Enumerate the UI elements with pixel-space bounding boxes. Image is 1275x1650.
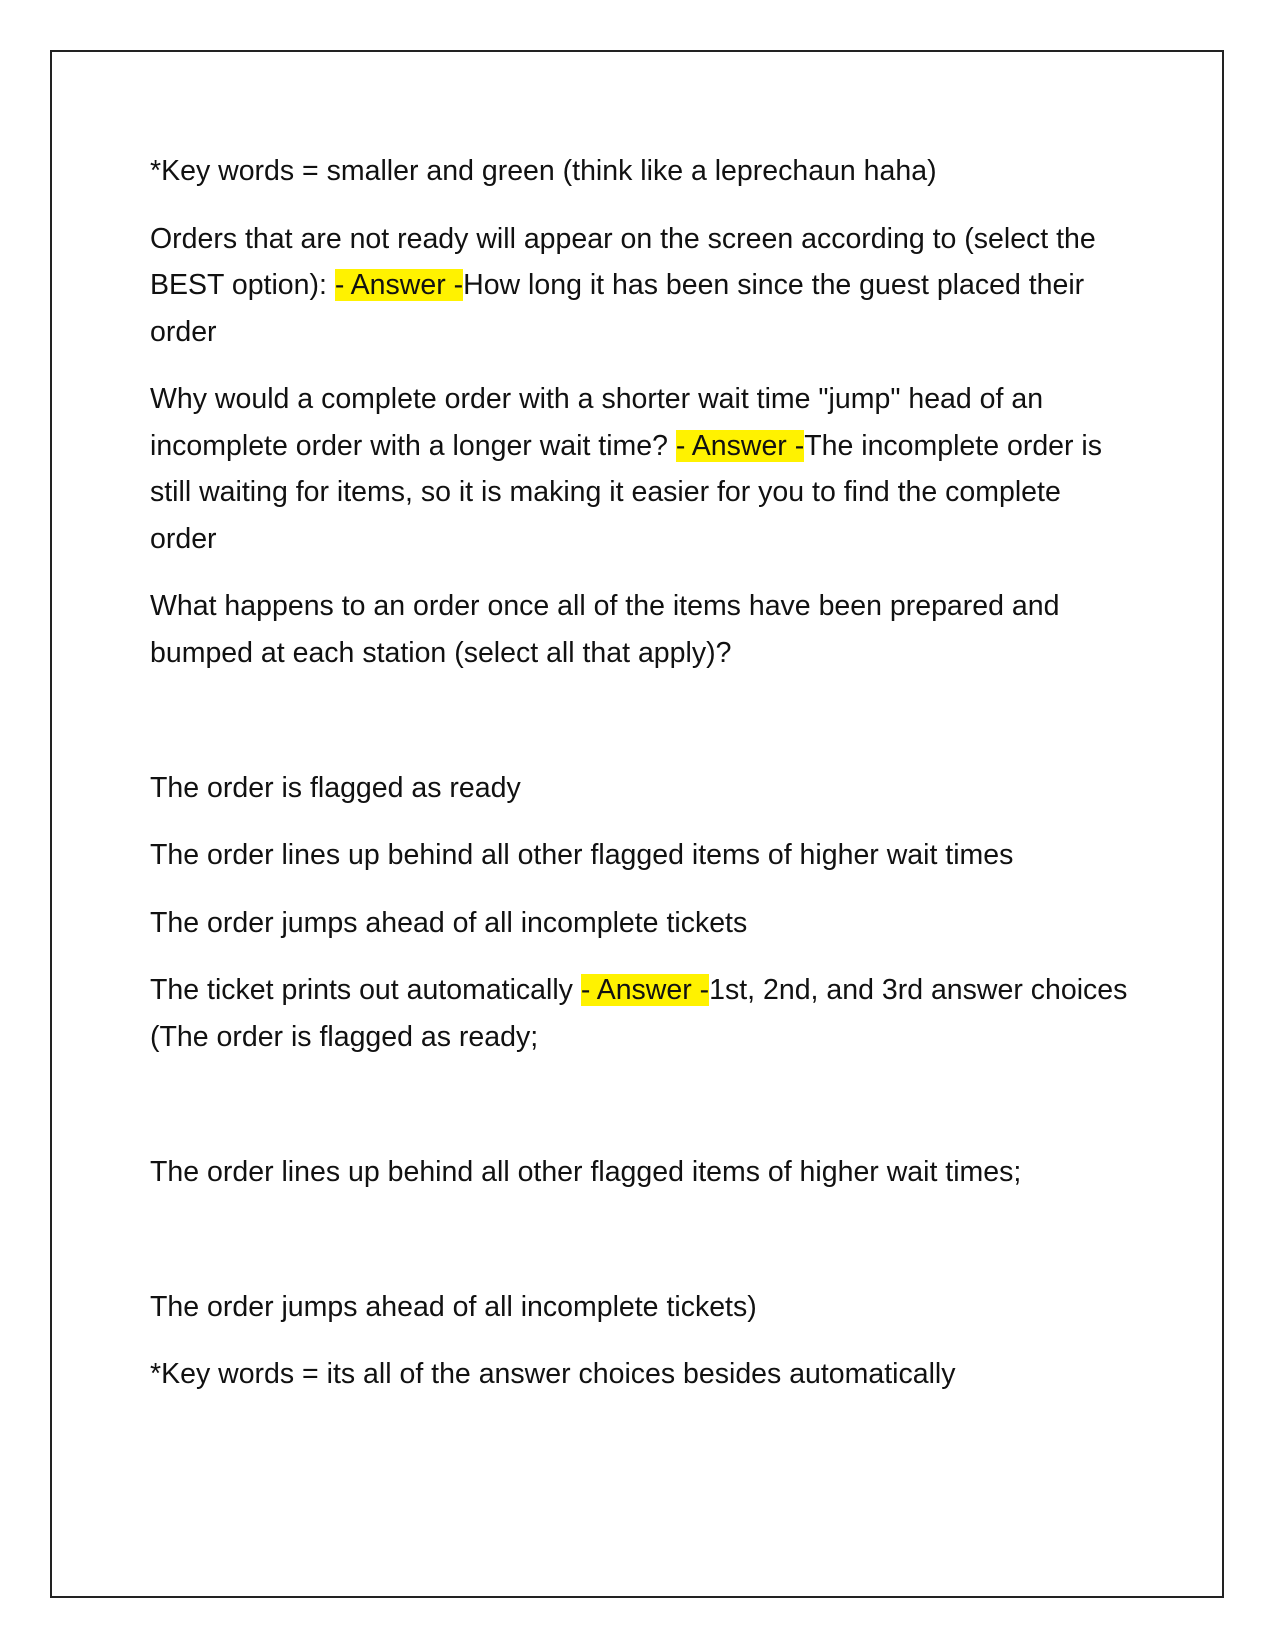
option-2: The order lines up behind all other flagged items of higher wait times bbox=[150, 839, 1014, 871]
option-4: The ticket prints out automatically bbox=[150, 974, 581, 1006]
blank-line bbox=[150, 697, 1130, 744]
document-body bbox=[150, 148, 1130, 1419]
question-3-answer-part-3: The order jumps ahead of all incomplete tickets) bbox=[150, 1290, 757, 1323]
question-1-answer: How long it has been since the guest placed their order bbox=[150, 269, 1085, 348]
answer-marker-highlight: - Answer - bbox=[580, 974, 710, 1006]
key-words-note: *Key words = smaller and green (think like a leprechaun haha) bbox=[150, 155, 937, 187]
question-3-answer-part-1: 1st, 2nd, and 3rd answer choices (The order is flagged as ready; bbox=[150, 974, 1128, 1053]
question-1-text: Orders that are not ready will appear on the screen according to (select the BEST option): bbox=[150, 222, 1096, 301]
answer-marker-highlight: - Answer - bbox=[675, 429, 805, 462]
question-2 bbox=[150, 376, 1130, 562]
blank-line bbox=[150, 1216, 1130, 1263]
option-3: The order jumps ahead of all incomplete tickets bbox=[150, 906, 748, 939]
blank-line bbox=[150, 1081, 1130, 1128]
question-2-answer: The incomplete order is still waiting for items, so it is making it easier for you to find the complete order bbox=[150, 429, 1103, 555]
option-4-with-answer bbox=[150, 967, 1130, 1060]
question-3-answer-part-2: The order lines up behind all other flagged items of higher wait times; bbox=[150, 1155, 1022, 1188]
key-words-summary: *Key words = its all of the answer choices besides automatically bbox=[150, 1358, 956, 1390]
question-1 bbox=[150, 216, 1130, 356]
question-2-text: Why would a complete order with a shorter wait time "jump" head of an incomplete order with a longer wait time? bbox=[150, 383, 1044, 462]
answer-marker-highlight: - Answer - bbox=[334, 269, 464, 301]
question-3: What happens to an order once all of the items have been prepared and bumped at each station (select all that apply)? bbox=[150, 590, 1060, 669]
option-1: The order is flagged as ready bbox=[150, 771, 521, 804]
